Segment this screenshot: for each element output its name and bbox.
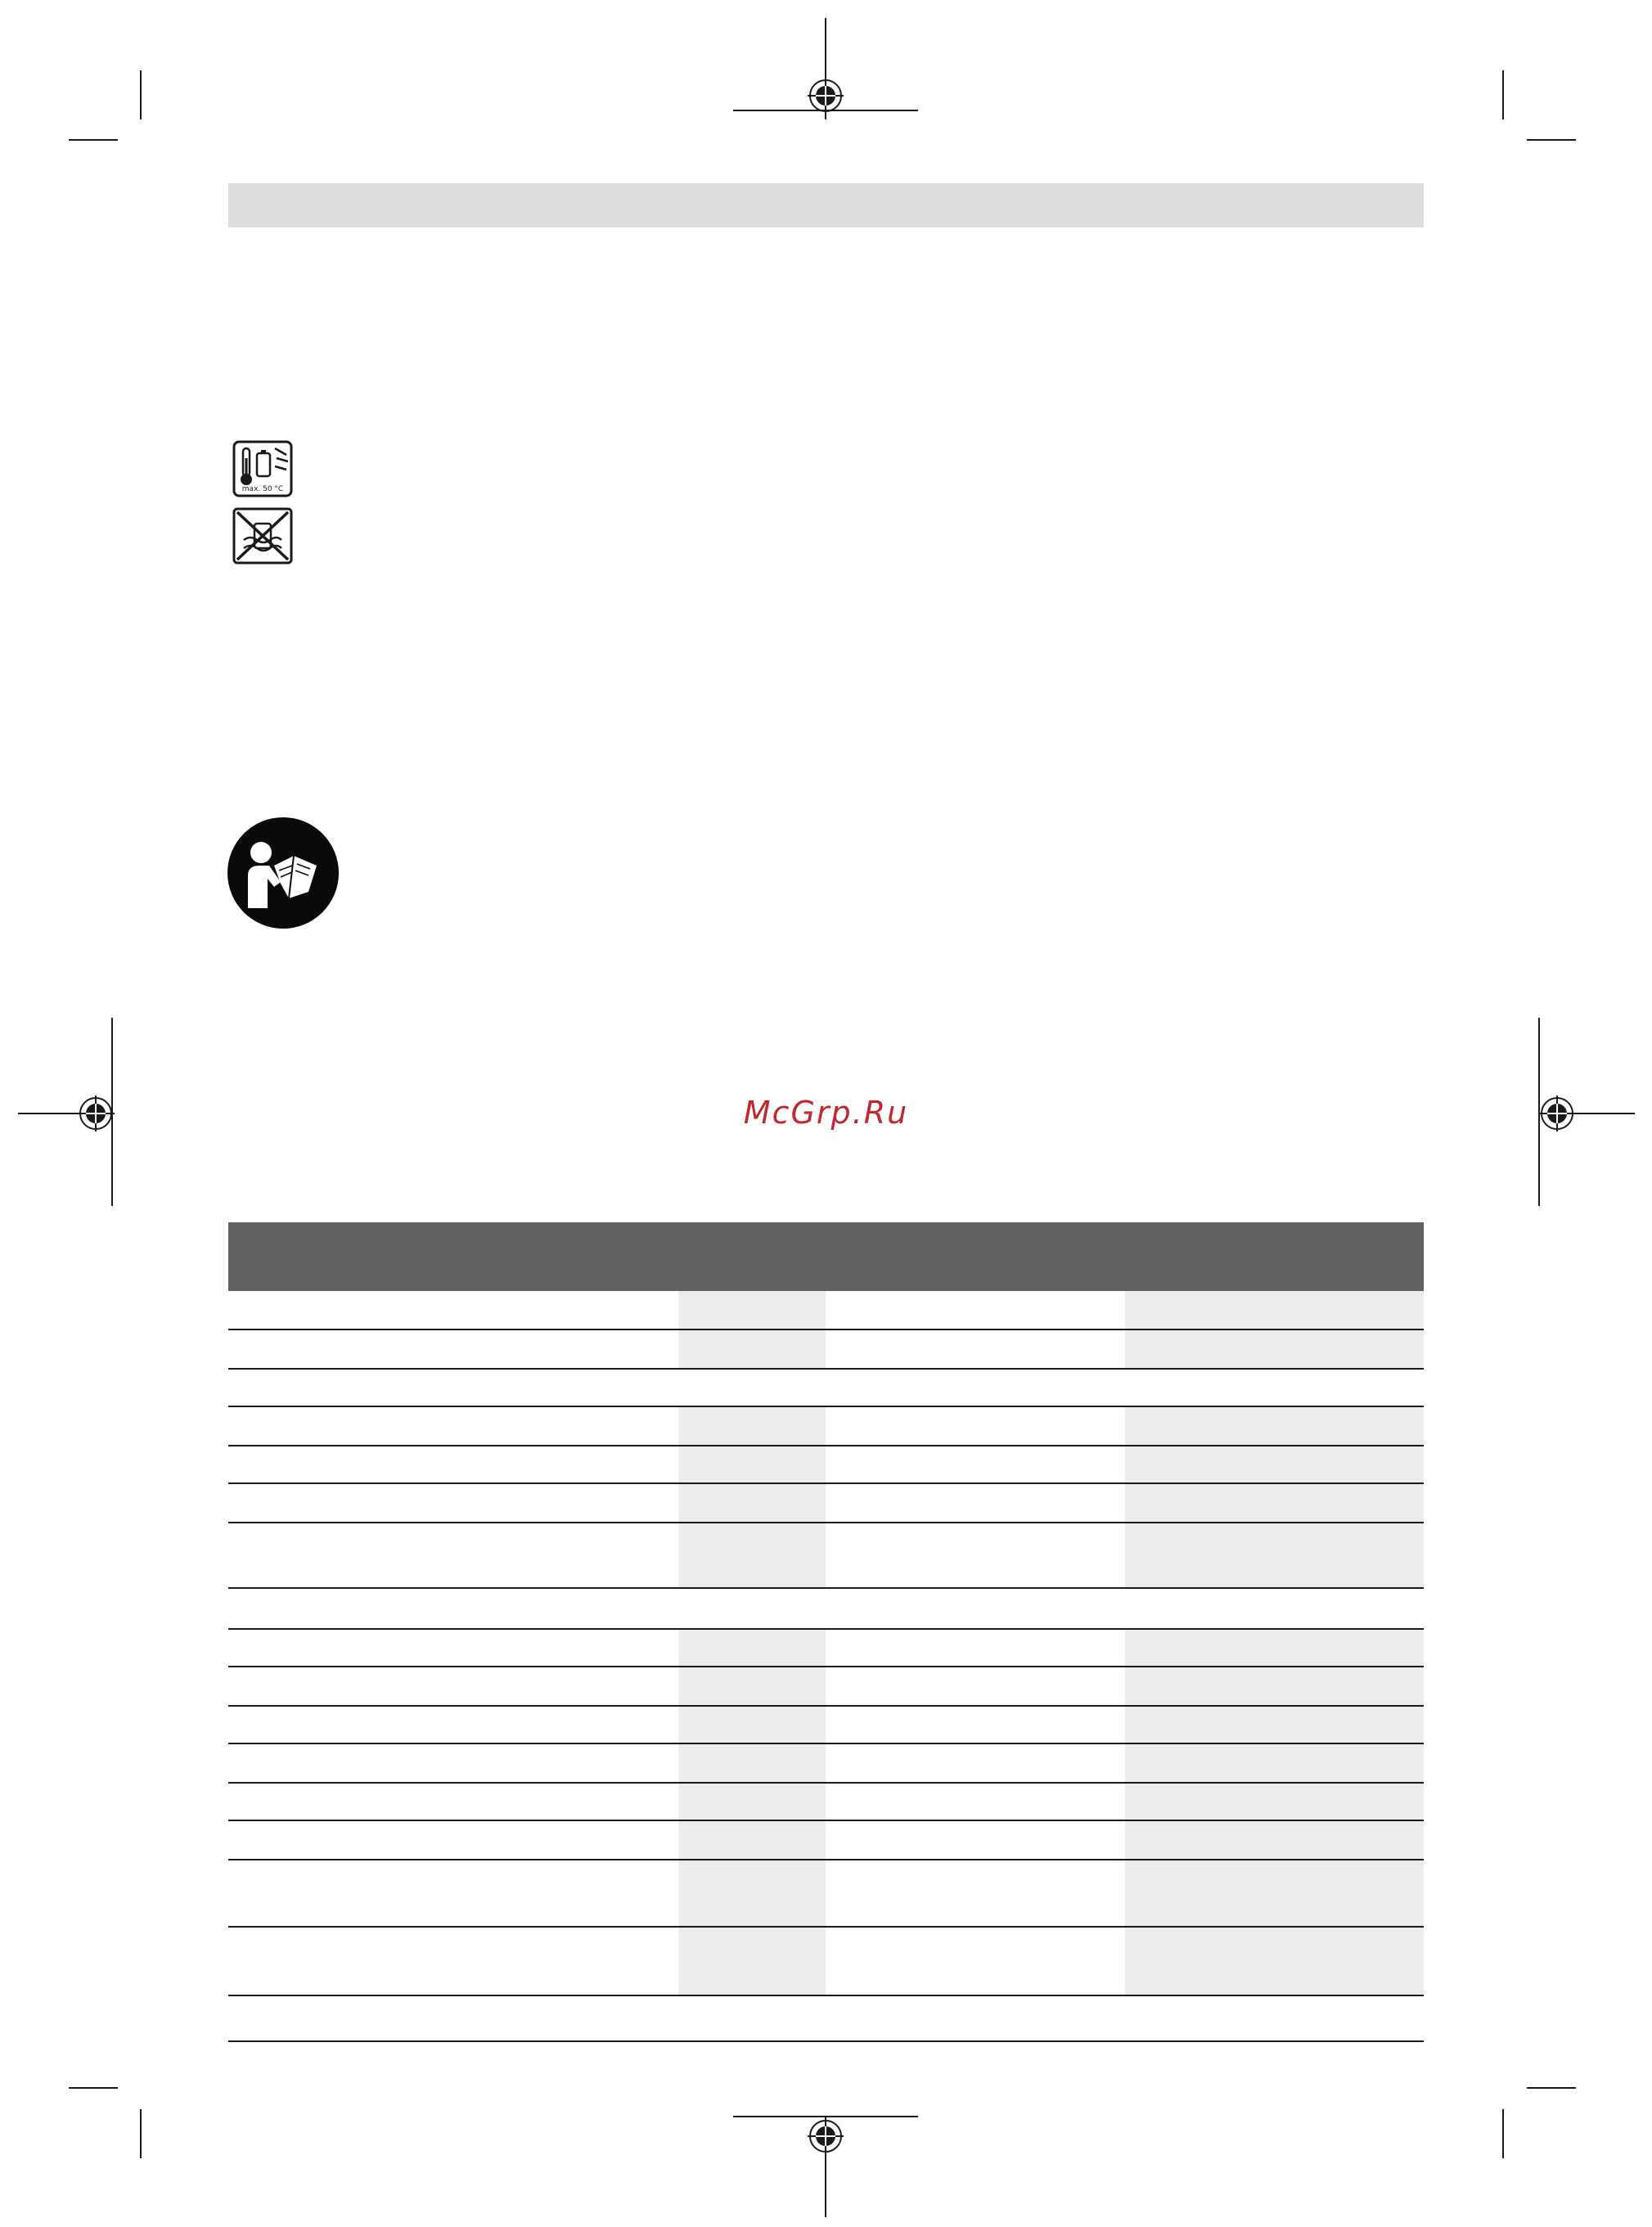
table-row xyxy=(228,1484,1424,1523)
table-header xyxy=(228,1222,1424,1291)
table-row xyxy=(228,1784,1424,1821)
table-row xyxy=(228,1860,1424,1928)
registration-mark-top xyxy=(808,78,844,114)
crop-mark-top-left-horizontal xyxy=(69,139,118,141)
table-row xyxy=(228,1667,1424,1707)
crop-mark-top-right-horizontal xyxy=(1527,139,1576,141)
table-row xyxy=(228,1630,1424,1667)
table-row xyxy=(228,1928,1424,1996)
table-row xyxy=(228,1523,1424,1589)
table-row xyxy=(228,1744,1424,1784)
no-water-icon xyxy=(232,507,293,565)
crop-mark-top-right-vertical xyxy=(1502,70,1504,119)
read-manual-icon xyxy=(227,817,340,929)
table-row xyxy=(228,1707,1424,1744)
table-row xyxy=(228,1821,1424,1860)
spec-table xyxy=(228,1222,1424,2042)
table-row xyxy=(228,1291,1424,1330)
crop-mark-top-left-vertical xyxy=(140,70,142,119)
table-row xyxy=(228,1446,1424,1484)
crop-mark-bottom-left-vertical xyxy=(140,2109,142,2158)
max-temperature-label: max. 50 °C xyxy=(241,485,284,493)
section-header-band xyxy=(228,183,1424,227)
table-row xyxy=(228,1407,1424,1446)
table-section-row xyxy=(228,1996,1424,2042)
table-section-row xyxy=(228,1370,1424,1407)
registration-bottom-horizontal xyxy=(733,2116,918,2117)
crop-mark-bottom-right-vertical xyxy=(1502,2109,1504,2158)
table-row xyxy=(228,1330,1424,1370)
table-section-row xyxy=(228,1589,1424,1630)
watermark-text: McGrp.Ru xyxy=(743,1095,909,1131)
registration-mark-bottom xyxy=(808,2118,844,2154)
crop-mark-bottom-right-horizontal xyxy=(1527,2087,1576,2089)
crop-mark-bottom-left-horizontal xyxy=(69,2087,118,2089)
max-temperature-icon xyxy=(232,440,293,497)
